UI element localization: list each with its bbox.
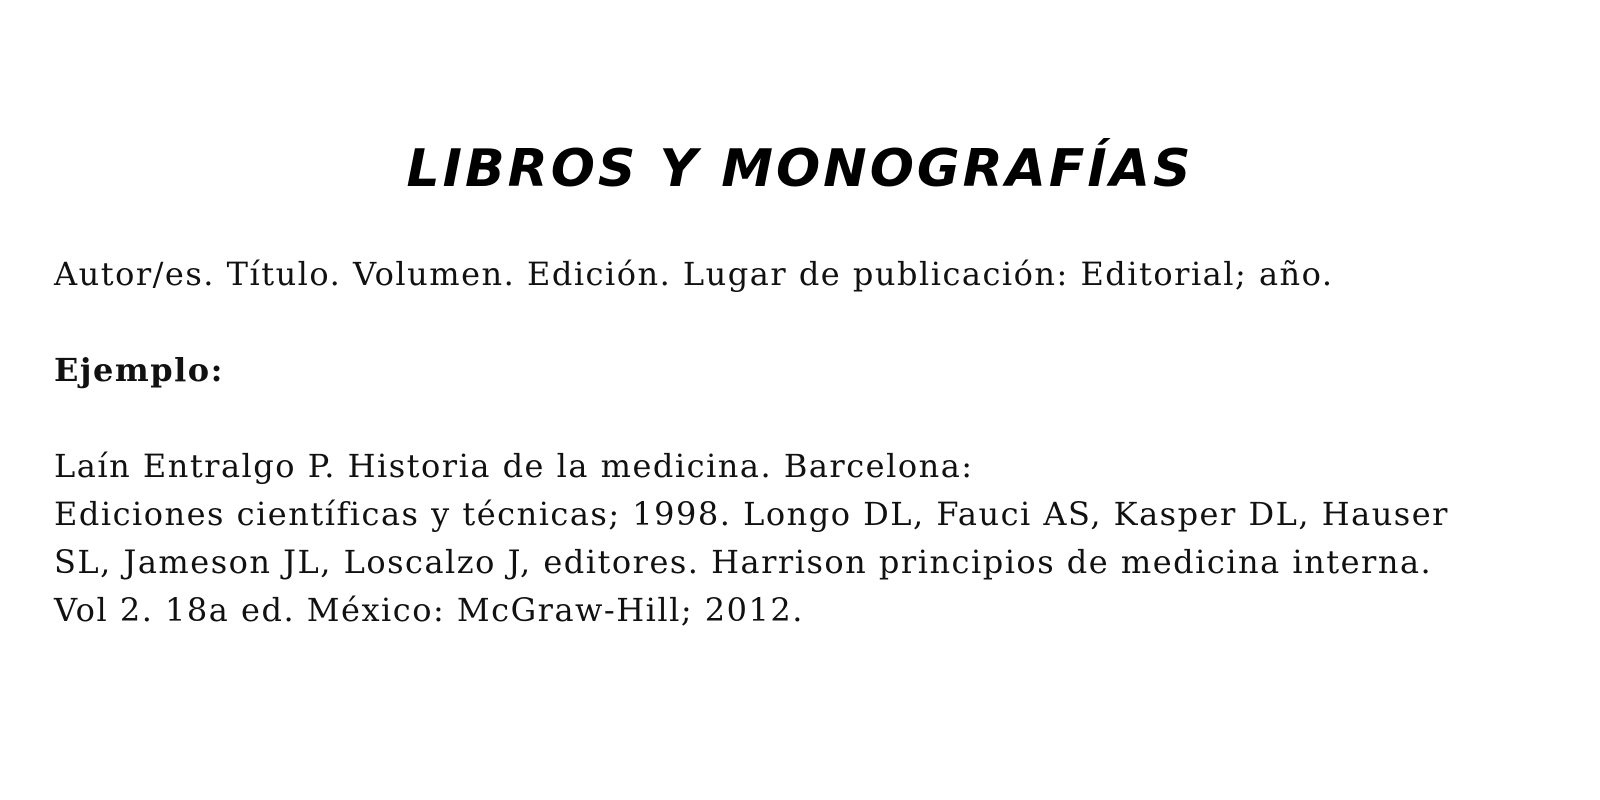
example-label: Ejemplo: <box>54 351 224 389</box>
citation-format: Autor/es. Título. Volumen. Edición. Lugar de publicación: Editorial; año. <box>54 255 1334 293</box>
example-line: Laín Entralgo P. Historia de la medicina. Barcelona: <box>54 447 974 485</box>
example-line: Ediciones científicas y técnicas; 1998. Longo DL, Fauci AS, Kasper DL, Hauser <box>54 495 1449 533</box>
example-line: SL, Jameson JL, Loscalzo J, editores. Harrison principios de medicina interna. <box>54 543 1433 581</box>
example-line: Vol 2. 18a ed. México: McGraw-Hill; 2012. <box>54 591 804 629</box>
page-title: LIBROS Y MONOGRAFÍAS <box>406 139 1194 199</box>
example-citation <box>54 442 1449 634</box>
